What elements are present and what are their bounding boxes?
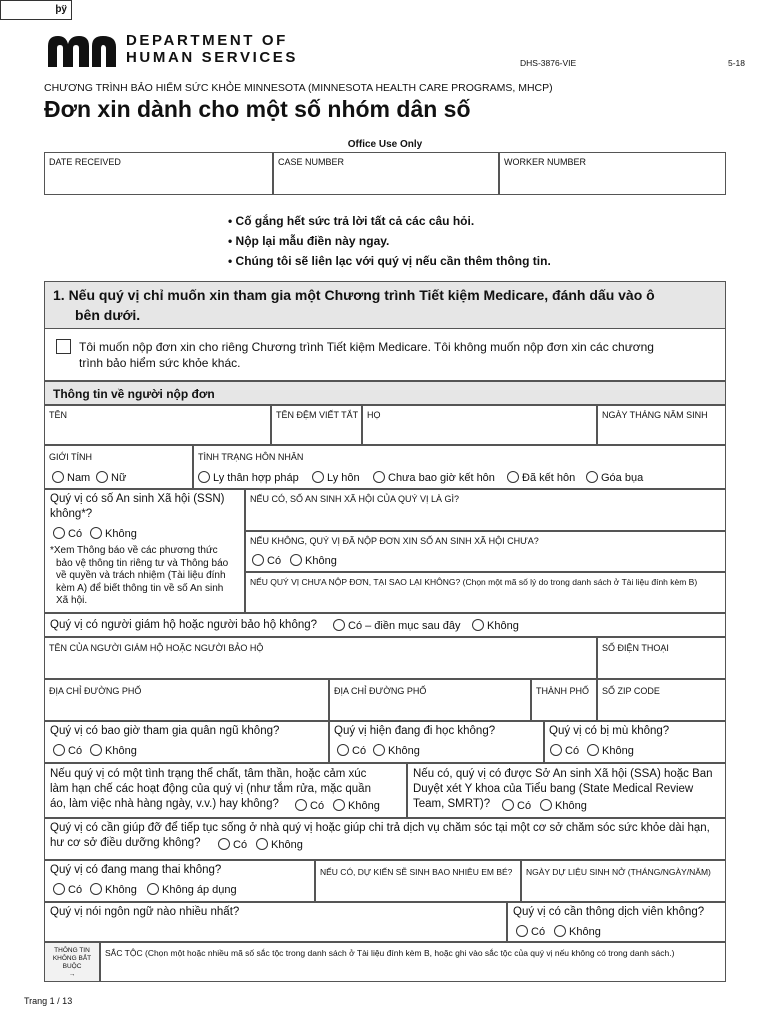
guardian-address-label: ĐỊA CHỈ ĐƯỜNG PHỐ	[49, 686, 142, 696]
school-no-radio[interactable]: Không	[373, 744, 420, 757]
babies-field[interactable]	[315, 860, 521, 902]
interpreter-yes-radio[interactable]: Có	[516, 925, 545, 938]
dept-line1: DEPARTMENT OF	[126, 32, 288, 49]
page-number: Trang 1 / 13	[24, 996, 73, 1006]
marital-married-radio[interactable]: Đã kết hôn	[507, 471, 575, 484]
disability-line: áo, làm việc nhà hàng ngày, v.v.) hay không?	[50, 798, 279, 810]
case-number-label: CASE NUMBER	[278, 157, 345, 167]
guardian-address-field[interactable]	[44, 679, 329, 721]
guardian-question: Quý vị có người giám hộ hoặc người bảo hộ không?	[50, 619, 318, 631]
gender-label: GIỚI TÍNH	[49, 452, 93, 462]
last-name-label: HỌ	[367, 410, 381, 420]
applicant-header	[44, 381, 726, 405]
ssn-no-radio[interactable]: Không	[90, 527, 137, 540]
ltc-no-radio[interactable]: Không	[256, 838, 303, 851]
date-received-label: DATE RECEIVED	[49, 157, 121, 167]
applicant-heading: Thông tin về người nộp đơn	[53, 387, 215, 401]
school-question: Quý vị hiện đang đi học không?	[334, 725, 496, 737]
ltc-question	[50, 821, 710, 851]
ssn-number-field[interactable]	[245, 489, 726, 531]
ssn-note	[50, 545, 228, 608]
gender-female-radio[interactable]: Nữ	[96, 471, 126, 484]
dob-label: NGÀY THÁNG NĂM SINH	[602, 410, 708, 420]
case-number-field	[273, 152, 499, 195]
blind-yes-radio[interactable]: Có	[550, 744, 579, 757]
guardian-address2-field[interactable]	[329, 679, 531, 721]
instructions-list	[228, 211, 551, 271]
disability-line: Nếu quý vị có một tình trạng thể chất, tâm thần, hoặc cảm xúc	[50, 768, 367, 780]
ssa-line: Duyệt xét Y khoa của Tiểu bang (State Medical Review	[413, 783, 694, 795]
marital-divorced-radio[interactable]: Ly hôn	[312, 471, 360, 484]
instruction-item: • Nộp lại mẫu điền này ngay.	[228, 234, 390, 248]
dhs-logo	[46, 34, 118, 73]
msp-only-checkbox[interactable]	[56, 339, 71, 354]
marital-never-radio[interactable]: Chưa bao giờ kết hôn	[373, 471, 495, 484]
msp-only-line1: Tôi muốn nộp đơn xin cho riêng Chương trình Tiết kiệm Medicare. Tôi không muốn nộp đơn xin các chương	[79, 340, 654, 354]
form-date: 5-18	[728, 58, 746, 68]
dob-field[interactable]	[597, 405, 726, 445]
section1-header	[44, 281, 726, 329]
ssn-question-line2: không*?	[50, 508, 93, 520]
ssa-yes-radio[interactable]: Có	[502, 799, 531, 812]
section1-check-area	[44, 329, 726, 381]
ssn-note-line: kèm A) để biết thông tin về số An sinh	[56, 582, 224, 594]
first-name-field[interactable]	[44, 405, 271, 445]
date-received-field	[44, 152, 273, 195]
worker-number-field	[499, 152, 726, 195]
military-yes-radio[interactable]: Có	[53, 744, 82, 757]
marital-widowed-radio[interactable]: Góa bụa	[586, 471, 643, 484]
ltc-line: hư cơ sở điều dưỡng không?	[50, 837, 201, 849]
ssn-note-line: Xã hội.	[56, 595, 88, 606]
first-name-label: TÊN	[49, 410, 67, 420]
last-name-field[interactable]	[362, 405, 597, 445]
military-question: Quý vị có bao giờ tham gia quân ngũ không?	[50, 725, 280, 737]
ssn-note-line: bảo vệ thông tin riêng tư và Thông báo	[56, 557, 229, 569]
top-field-value: þÿ	[55, 4, 67, 15]
dept-line2: HUMAN SERVICES	[126, 49, 298, 66]
due-date-field[interactable]	[521, 860, 726, 902]
guardian-phone-label: SỐ ĐIỆN THOẠI	[602, 643, 669, 653]
worker-number-label: WORKER NUMBER	[504, 157, 587, 167]
blind-question: Quý vị có bị mù không?	[549, 725, 670, 737]
pregnancy-na-radio[interactable]: Không áp dụng	[147, 883, 237, 896]
office-use-heading: Office Use Only	[347, 139, 423, 150]
marital-separated-radio[interactable]: Ly thân hợp pháp	[198, 471, 299, 484]
blind-no-radio[interactable]: Không	[587, 744, 634, 757]
msp-only-line2: trình bảo hiểm sức khỏe khác.	[79, 356, 241, 370]
ssn-applied-yes-radio[interactable]: Có	[252, 554, 281, 567]
not-required-label: THÔNG TIN KHÔNG BẮT BUỘC →	[52, 947, 92, 978]
ssn-yes-radio[interactable]: Có	[53, 527, 82, 540]
instruction-item: • Chúng tôi sẽ liên lạc với quý vị nếu cần thêm thông tin.	[228, 254, 551, 268]
top-field[interactable]	[0, 0, 72, 20]
ssn-note-line: về quyền và trách nhiệm (Tài liệu đính	[56, 570, 226, 581]
mn-logo-icon	[46, 34, 118, 68]
instruction-item: • Cố gắng hết sức trả lời tất cả các câu hỏi.	[228, 214, 475, 228]
guardian-city-field[interactable]	[531, 679, 597, 721]
disability-no-radio[interactable]: Không	[333, 799, 380, 812]
gender-male-radio[interactable]: Nam	[52, 471, 90, 484]
ssn-number-label: NẾU CÓ, SỐ AN SINH XÃ HỘI CỦA QUÝ VỊ LÀ GÌ?	[250, 494, 460, 504]
middle-initial-label: TÊN ĐỆM VIẾT TẮT	[276, 410, 359, 420]
middle-initial-field[interactable]	[271, 405, 362, 445]
pregnancy-no-radio[interactable]: Không	[90, 883, 137, 896]
ssn-applied-label: NẾU KHÔNG, QUÝ VỊ ĐÃ NỘP ĐƠN XIN SỐ AN SINH XÃ HỘI CHƯA?	[250, 536, 539, 546]
guardian-city-label: THÀNH PHỐ	[536, 686, 590, 696]
school-yes-radio[interactable]: Có	[337, 744, 366, 757]
ssa-line: Team, SMRT)?	[413, 798, 491, 810]
guardian-phone-field[interactable]	[597, 637, 726, 679]
interpreter-question: Quý vị có cần thông dịch viên không?	[513, 906, 705, 918]
guardian-yes-radio[interactable]: Có – điền mục sau đây	[333, 619, 461, 632]
race-field[interactable]	[100, 942, 726, 982]
ssn-why-field[interactable]	[245, 572, 726, 613]
form-id: DHS-3876-VIE	[520, 58, 577, 68]
ssn-note-line: *Xem Thông báo về các phương thức	[50, 545, 218, 556]
section1-title-line1: 1. Nếu quý vị chỉ muốn xin tham gia một Chương trình Tiết kiệm Medicare, đánh dấu vào ô	[53, 287, 655, 303]
ltc-yes-radio[interactable]: Có	[218, 838, 247, 851]
ssa-no-radio[interactable]: Không	[540, 799, 587, 812]
guardian-zip-field[interactable]	[597, 679, 726, 721]
ssa-line: Nếu có, quý vị có được Sở An sinh Xã hội (SSA) hoặc Ban	[413, 768, 713, 780]
language-question: Quý vị nói ngôn ngữ nào nhiều nhất?	[50, 906, 240, 918]
guardian-name-label: TÊN CỦA NGƯỜI GIÁM HỘ HOẶC NGƯỜI BẢO HỘ	[49, 643, 264, 653]
pregnancy-yes-radio[interactable]: Có	[53, 883, 82, 896]
ltc-line: Quý vị có cần giúp đỡ để tiếp tục sống ở nhà quý vị hoặc giúp chi trả dịch vụ chăm sóc tại một cơ sở chăm sóc sức khỏe dài hạn,	[50, 822, 710, 834]
guardian-name-field[interactable]	[44, 637, 597, 679]
marital-label: TÌNH TRẠNG HÔN NHÂN	[198, 452, 304, 462]
ssn-question-line1: Quý vị có số An sinh Xã hội (SSN)	[50, 493, 225, 505]
due-date-label: NGÀY DỰ LIỆU SINH NỞ (THÁNG/NGÀY/NĂM)	[526, 867, 711, 877]
ssn-applied-no-radio[interactable]: Không	[290, 554, 337, 567]
disability-line: làm hạn chế các hoạt động của quý vị (như tắm rửa, mặc quần	[50, 783, 371, 795]
section1-title-line2: bên dưới.	[75, 307, 141, 323]
disability-yes-radio[interactable]: Có	[295, 799, 324, 812]
babies-label: NẾU CÓ, DỰ KIẾN SẼ SINH BAO NHIÊU EM BÉ?	[320, 867, 513, 877]
program-name: CHƯƠNG TRÌNH BẢO HIỂM SỨC KHỎE MINNESOTA (MINNESOTA HEALTH CARE PROGRAMS, MHCP)	[44, 82, 553, 94]
guardian-address2-label: ĐỊA CHỈ ĐƯỜNG PHỐ	[334, 686, 427, 696]
page-title: Đơn xin dành cho một số nhóm dân số	[44, 96, 471, 122]
guardian-zip-label: SỐ ZIP CODE	[602, 686, 660, 696]
race-label: SẮC TỘC (Chọn một hoặc nhiều mã số sắc tộc trong danh sách ở Tài liệu đính kèm B, hoặc ghi vào sắc tộc của quý vị nếu không có trong danh sách.)	[105, 948, 675, 958]
military-no-radio[interactable]: Không	[90, 744, 137, 757]
pregnancy-question: Quý vị có đang mang thai không?	[50, 864, 222, 876]
interpreter-no-radio[interactable]: Không	[554, 925, 601, 938]
ssn-why-label: NẾU QUÝ VỊ CHƯA NỘP ĐƠN, TẠI SAO LẠI KHÔNG? (Chọn một mã số lý do trong danh sách ở Tài liệu đính kèm B)	[250, 577, 698, 587]
guardian-no-radio[interactable]: Không	[472, 619, 519, 632]
